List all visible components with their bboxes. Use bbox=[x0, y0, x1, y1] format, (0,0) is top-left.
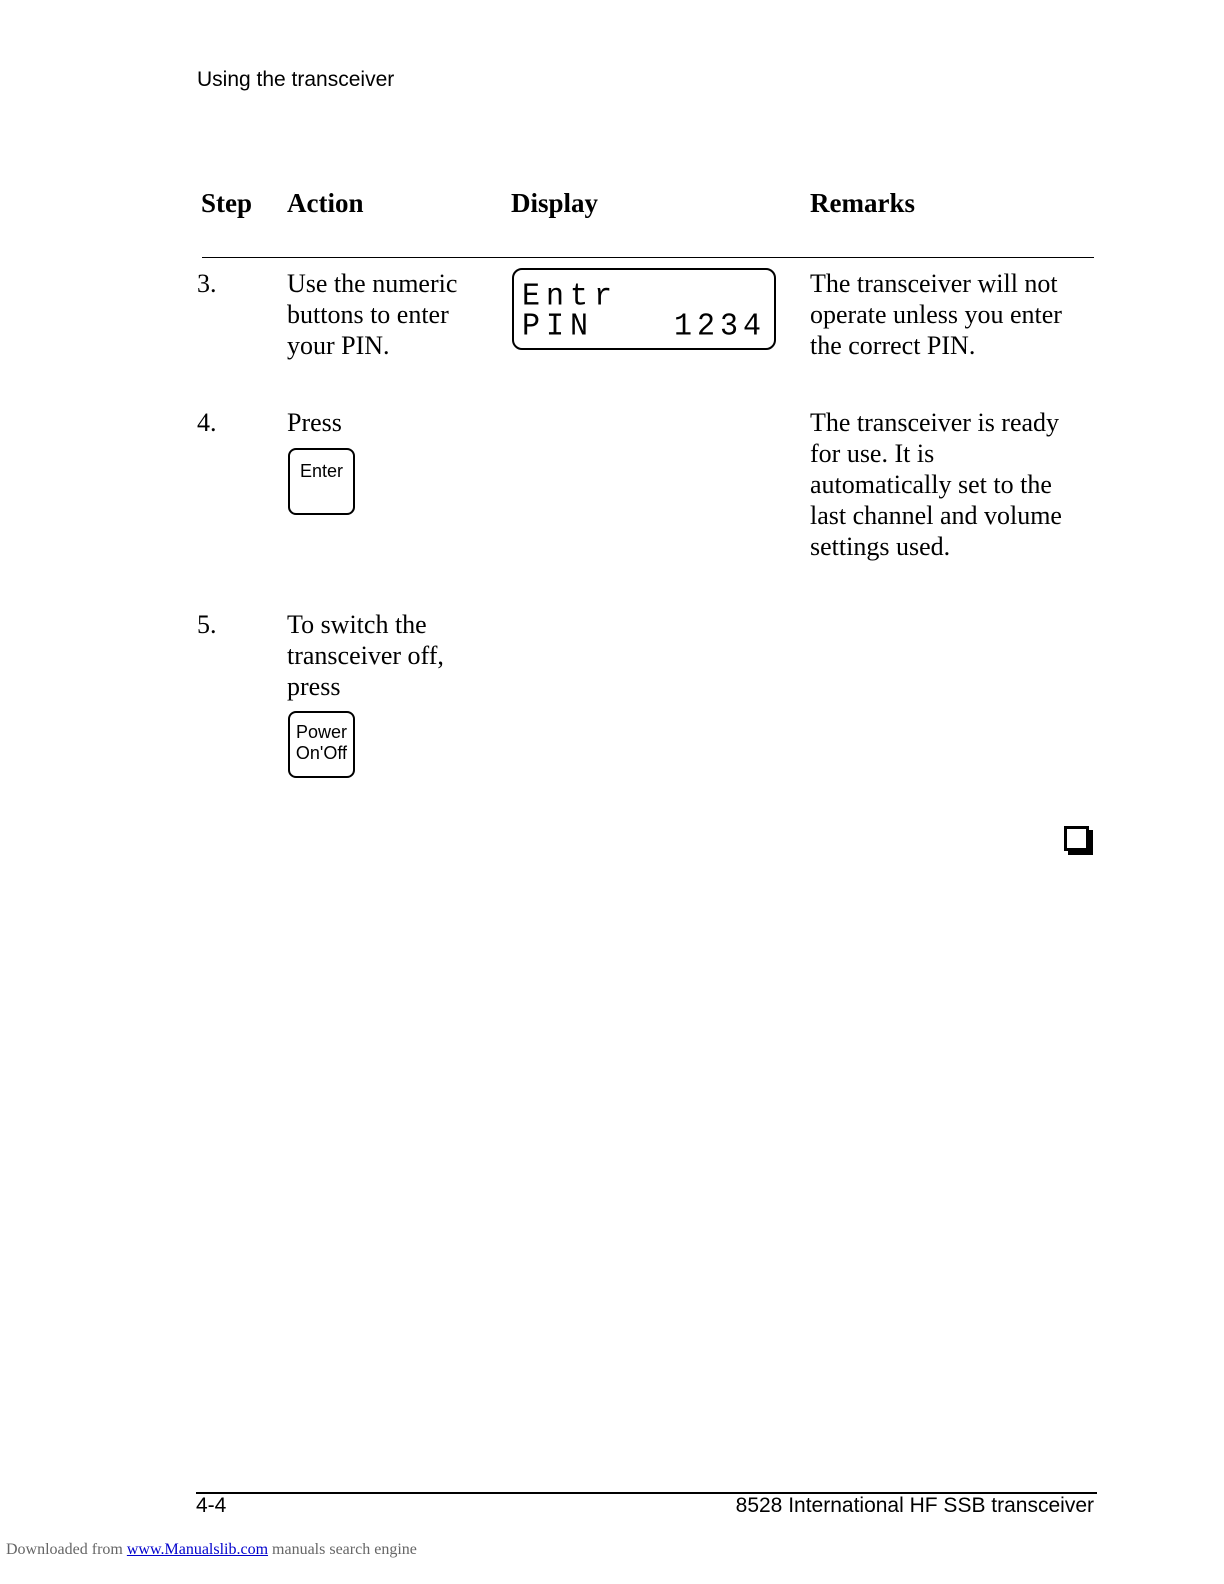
step-5-action-line: To switch the bbox=[287, 610, 427, 639]
running-header: Using the transceiver bbox=[197, 68, 395, 91]
column-header-remarks: Remarks bbox=[810, 188, 915, 218]
step-4-remarks-line: automatically set to the bbox=[810, 470, 1052, 499]
lcd-display bbox=[512, 268, 776, 350]
step-3-action-line: your PIN. bbox=[287, 331, 390, 360]
step-4-remarks bbox=[810, 407, 1062, 562]
step-3-remarks-line: The transceiver will not bbox=[810, 269, 1058, 298]
step-5-action-line: transceiver off, bbox=[287, 641, 444, 670]
step-5-action-line: press bbox=[287, 672, 341, 701]
step-3-action-line: Use the numeric bbox=[287, 269, 458, 298]
column-header-display: Display bbox=[511, 188, 599, 218]
power-key-label-line-2: On'Off bbox=[295, 743, 348, 763]
step-3-action bbox=[287, 268, 457, 361]
lcd-line-2: PIN bbox=[522, 309, 595, 345]
step-3-action-line: buttons to enter bbox=[287, 300, 449, 329]
download-note bbox=[6, 1541, 417, 1559]
step-4-action: Press bbox=[287, 408, 342, 437]
enter-key-label: Enter bbox=[299, 461, 344, 481]
step-3-remarks-line: operate unless you enter bbox=[810, 300, 1062, 329]
step-4-number: 4. bbox=[197, 408, 217, 437]
end-of-section-box-icon bbox=[1064, 826, 1089, 851]
download-note-prefix: Downloaded from bbox=[6, 1541, 123, 1558]
enter-key-button[interactable] bbox=[288, 448, 355, 515]
step-5-action bbox=[287, 609, 444, 702]
column-header-action: Action bbox=[287, 188, 364, 218]
lcd-line-1: Entr bbox=[522, 279, 619, 315]
footer-document-title: 8528 International HF SSB transceiver bbox=[735, 1494, 1094, 1517]
step-5-number: 5. bbox=[197, 610, 217, 639]
step-3-remarks bbox=[810, 268, 1062, 361]
power-key-button[interactable] bbox=[288, 711, 355, 778]
step-4-remarks-line: last channel and volume bbox=[810, 501, 1062, 530]
column-header-step: Step bbox=[201, 188, 253, 218]
step-4-remarks-line: The transceiver is ready bbox=[810, 408, 1060, 437]
header-divider bbox=[202, 257, 1094, 258]
download-note-suffix: manuals search engine bbox=[272, 1541, 417, 1558]
lcd-pin-value: 1234 bbox=[673, 309, 766, 345]
power-key-label-line-1: Power bbox=[295, 722, 348, 742]
footer-page-number: 4-4 bbox=[196, 1494, 227, 1517]
manualslib-link[interactable]: www.Manualslib.com bbox=[126, 1541, 269, 1558]
step-4-remarks-line: settings used. bbox=[810, 532, 951, 561]
step-4-remarks-line: for use. It is bbox=[810, 439, 935, 468]
step-3-number: 3. bbox=[197, 269, 217, 298]
step-3-remarks-line: the correct PIN. bbox=[810, 331, 976, 360]
